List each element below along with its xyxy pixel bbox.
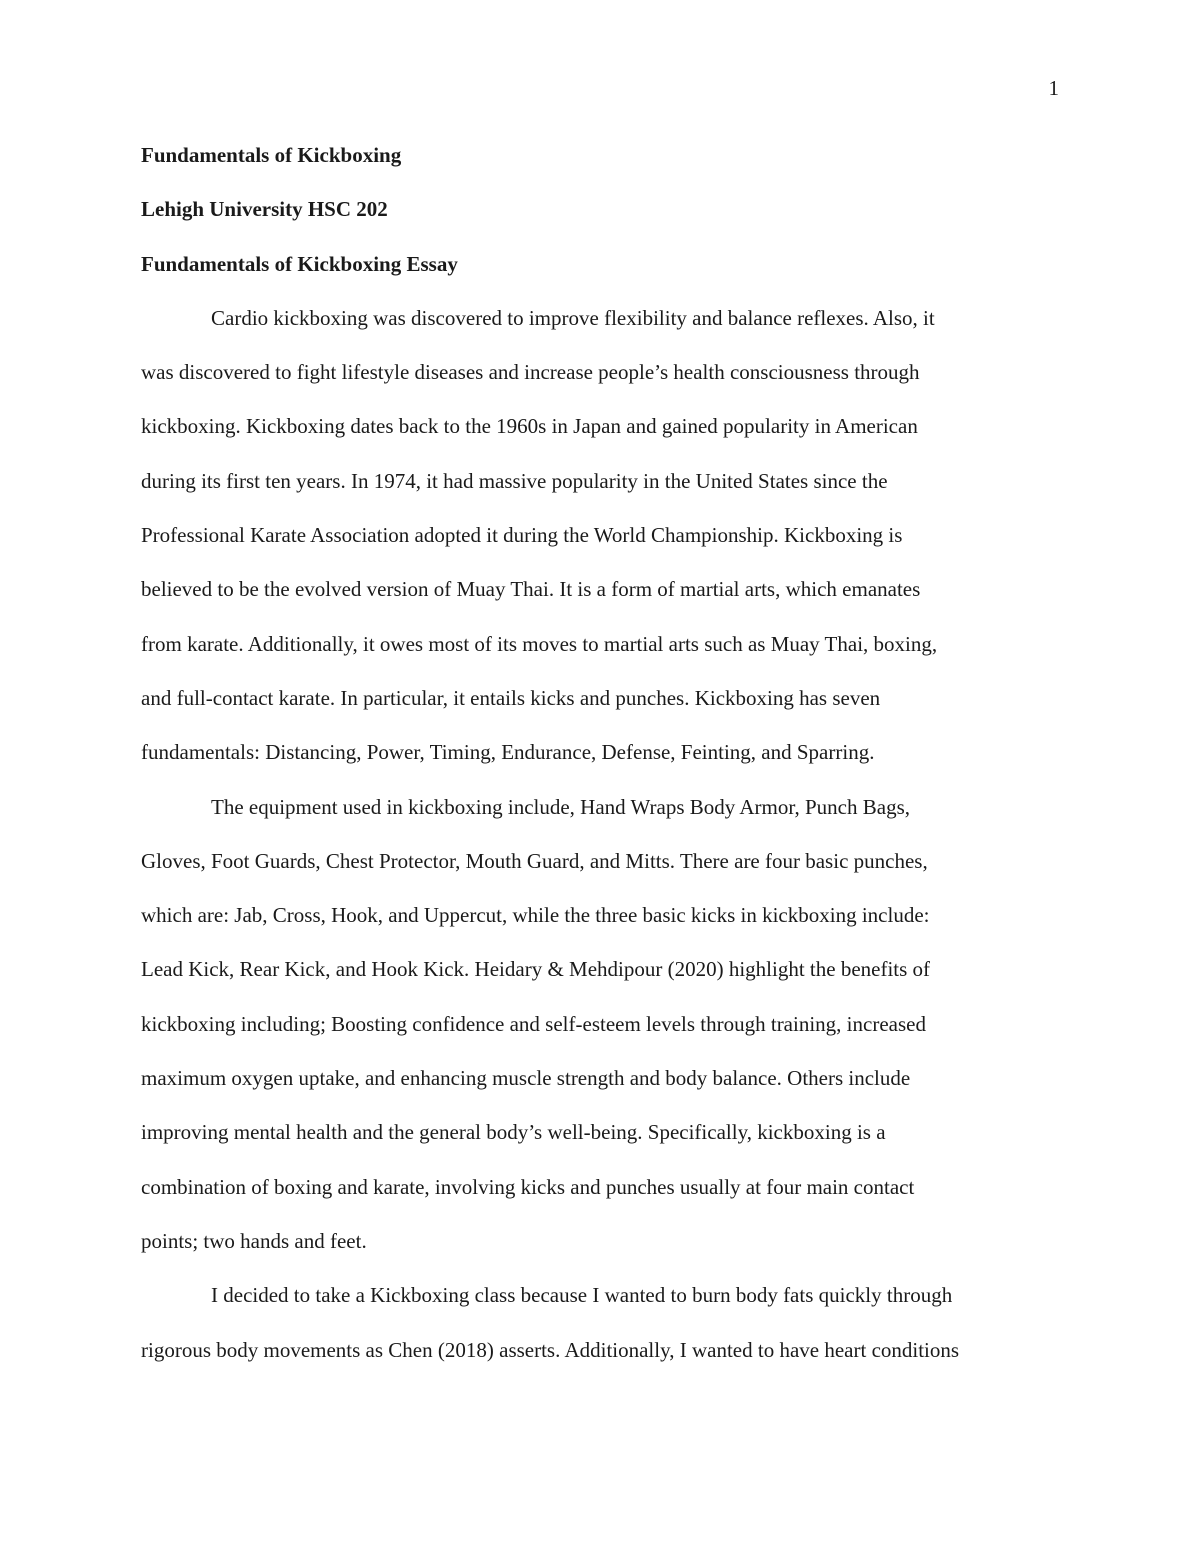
text-line: rigorous body movements as Chen (2018) asserts. Additionally, I wanted to have heart conditions — [141, 1337, 960, 1362]
text-line: Professional Karate Association adopted it during the World Championship. Kickboxing is — [141, 523, 903, 548]
text-line: Lead Kick, Rear Kick, and Hook Kick. Heidary & Mehdipour (2020) highlight the benefits of — [141, 957, 931, 982]
text-line: during its first ten years. In 1974, it had massive popularity in the United States since the — [141, 468, 888, 493]
text-line: improving mental health and the general body’s well-being. Specifically, kickboxing is a — [141, 1120, 886, 1145]
text-line: The equipment used in kickboxing include, Hand Wraps Body Armor, Punch Bags, — [211, 794, 910, 819]
text-line: kickboxing. Kickboxing dates back to the 1960s in Japan and gained popularity in American — [141, 414, 918, 439]
course-name: Lehigh University HSC 202 — [141, 197, 388, 222]
text-line: was discovered to fight lifestyle diseases and increase people’s health consciousness through — [141, 360, 920, 385]
text-line: which are: Jab, Cross, Hook, and Uppercut, while the three basic kicks in kickboxing include: — [141, 903, 930, 928]
essay-subtitle: Fundamentals of Kickboxing Essay — [141, 251, 458, 276]
text-line: I decided to take a Kickboxing class because I wanted to burn body fats quickly through — [211, 1283, 953, 1308]
paragraph-1 — [141, 291, 1071, 780]
text-line: and full-contact karate. In particular, it entails kicks and punches. Kickboxing has seven — [141, 685, 881, 710]
essay-title: Fundamentals of Kickboxing — [141, 143, 402, 167]
text-line: combination of boxing and karate, involving kicks and punches usually at four main contact — [141, 1174, 915, 1199]
text-line: kickboxing including; Boosting confidence and self-esteem levels through training, increased — [141, 1011, 926, 1036]
text-line: maximum oxygen uptake, and enhancing muscle strength and body balance. Others include — [141, 1066, 911, 1091]
text-line: from karate. Additionally, it owes most of its moves to martial arts such as Muay Thai, boxing, — [141, 631, 938, 656]
text-line: points; two hands and feet. — [141, 1228, 367, 1253]
text-line: Gloves, Foot Guards, Chest Protector, Mouth Guard, and Mitts. There are four basic punches, — [141, 848, 928, 873]
text-line: believed to be the evolved version of Muay Thai. It is a form of martial arts, which emanates — [141, 577, 921, 602]
paragraph-3 — [141, 1268, 1071, 1377]
text-line: Cardio kickboxing was discovered to improve flexibility and balance reflexes. Also, it — [211, 305, 935, 330]
page-number: 1 — [1048, 76, 1059, 100]
paragraph-2 — [141, 780, 1071, 1269]
text-line: fundamentals: Distancing, Power, Timing, Endurance, Defense, Feinting, and Sparring. — [141, 740, 875, 765]
essay-body — [141, 128, 1071, 1377]
